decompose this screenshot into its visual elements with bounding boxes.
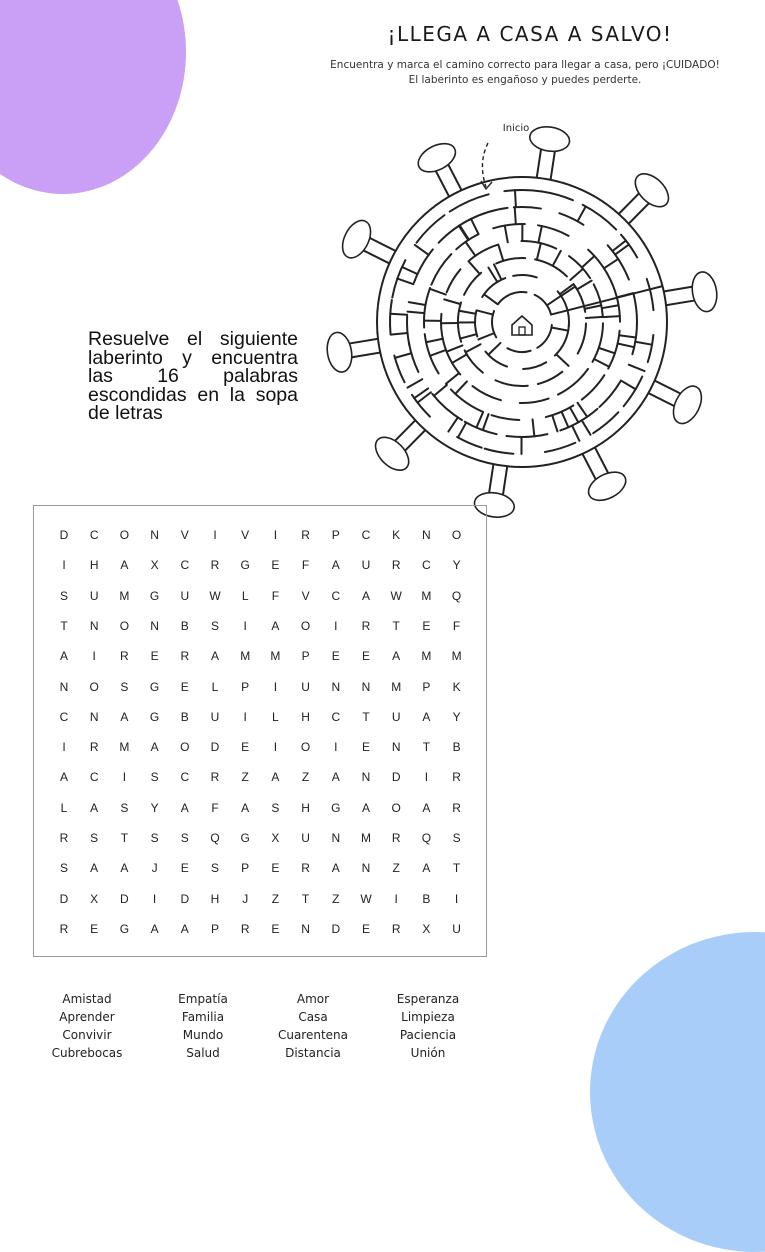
grid-letter[interactable]: L [235, 589, 255, 603]
grid-letter[interactable]: S [114, 680, 134, 694]
grid-letter[interactable]: R [386, 558, 406, 572]
grid-letter[interactable]: C [326, 589, 346, 603]
grid-letter[interactable]: A [114, 558, 134, 572]
grid-letter[interactable]: D [175, 892, 195, 906]
grid-letter[interactable]: O [114, 619, 134, 633]
grid-letter[interactable]: Q [447, 589, 467, 603]
maze-wall [515, 207, 516, 224]
grid-letter[interactable]: B [175, 619, 195, 633]
grid-letter[interactable]: U [356, 558, 376, 572]
grid-letter[interactable]: P [416, 680, 436, 694]
grid-letter[interactable]: E [356, 740, 376, 754]
subtitle-line-1: Encuentra y marca el camino correcto para llegar a casa, pero ¡CUIDADO! [320, 58, 730, 73]
grid-letter[interactable]: W [386, 589, 406, 603]
grid-letter[interactable]: R [386, 922, 406, 936]
word-list-item: Cuarentena [258, 1026, 368, 1044]
grid-letter[interactable]: R [114, 649, 134, 663]
grid-letter[interactable]: Y [447, 558, 467, 572]
grid-letter[interactable]: D [205, 740, 225, 754]
grid-letter[interactable]: A [205, 649, 225, 663]
grid-letter[interactable]: U [386, 710, 406, 724]
grid-letter[interactable]: M [356, 831, 376, 845]
grid-letter[interactable]: Q [205, 831, 225, 845]
page-title: ¡LLEGA A CASA A SALVO! [330, 22, 730, 46]
grid-letter[interactable]: S [205, 861, 225, 875]
grid-letter[interactable]: M [114, 740, 134, 754]
grid-letter[interactable]: L [265, 710, 285, 724]
grid-letter[interactable]: I [84, 649, 104, 663]
grid-letter[interactable]: I [54, 740, 74, 754]
word-list-item: Unión [373, 1044, 483, 1062]
grid-letter[interactable]: I [205, 528, 225, 542]
grid-letter[interactable]: R [447, 770, 467, 784]
grid-letter[interactable]: A [114, 710, 134, 724]
grid-letter[interactable]: E [265, 861, 285, 875]
word-list-item: Esperanza [373, 990, 483, 1008]
grid-letter[interactable]: R [386, 831, 406, 845]
grid-letter[interactable]: I [114, 770, 134, 784]
grid-letter[interactable]: P [235, 861, 255, 875]
word-list-item: Casa [258, 1008, 368, 1026]
grid-letter[interactable]: T [296, 892, 316, 906]
grid-letter[interactable]: A [326, 770, 346, 784]
word-list-item: Distancia [258, 1044, 368, 1062]
grid-letter[interactable]: X [416, 922, 436, 936]
word-list-item: Convivir [32, 1026, 142, 1044]
grid-letter[interactable]: U [175, 589, 195, 603]
grid-letter[interactable]: D [386, 770, 406, 784]
grid-letter[interactable]: X [265, 831, 285, 845]
word-list-column [373, 990, 483, 1062]
grid-letter[interactable]: H [84, 558, 104, 572]
word-list-item: Empatía [148, 990, 258, 1008]
grid-letter[interactable]: E [326, 649, 346, 663]
grid-letter[interactable]: U [205, 710, 225, 724]
grid-letter[interactable]: R [175, 649, 195, 663]
maze-wall [603, 316, 620, 317]
grid-letter[interactable]: E [356, 922, 376, 936]
grid-letter[interactable]: I [265, 740, 285, 754]
grid-letter[interactable]: N [356, 861, 376, 875]
grid-letter[interactable]: A [326, 558, 346, 572]
grid-letter[interactable]: O [447, 528, 467, 542]
grid-letter[interactable]: D [54, 528, 74, 542]
grid-letter[interactable]: C [84, 528, 104, 542]
grid-letter[interactable]: H [205, 892, 225, 906]
grid-letter[interactable]: Z [296, 770, 316, 784]
grid-letter[interactable]: M [265, 649, 285, 663]
grid-letter[interactable]: M [416, 649, 436, 663]
grid-letter[interactable]: Z [386, 861, 406, 875]
grid-letter[interactable]: C [175, 558, 195, 572]
grid-letter[interactable]: F [205, 801, 225, 815]
grid-letter[interactable]: K [447, 680, 467, 694]
grid-letter[interactable]: F [265, 589, 285, 603]
grid-letter[interactable]: Z [235, 770, 255, 784]
grid-letter[interactable]: I [265, 680, 285, 694]
grid-letter[interactable]: A [265, 770, 285, 784]
grid-letter[interactable]: J [235, 892, 255, 906]
grid-letter[interactable]: T [54, 619, 74, 633]
grid-letter[interactable]: G [145, 589, 165, 603]
grid-letter[interactable]: S [54, 589, 74, 603]
word-list-item: Paciencia [373, 1026, 483, 1044]
grid-letter[interactable]: M [235, 649, 255, 663]
grid-letter[interactable]: M [447, 649, 467, 663]
grid-letter[interactable]: I [54, 558, 74, 572]
grid-letter[interactable]: A [416, 801, 436, 815]
grid-letter[interactable]: T [416, 740, 436, 754]
grid-letter[interactable]: B [447, 740, 467, 754]
grid-letter[interactable]: Y [145, 801, 165, 815]
grid-letter[interactable]: I [326, 740, 346, 754]
grid-letter[interactable]: I [447, 892, 467, 906]
grid-letter[interactable]: S [265, 801, 285, 815]
grid-letter[interactable]: J [145, 861, 165, 875]
grid-letter[interactable]: N [84, 710, 104, 724]
grid-letter[interactable]: E [265, 922, 285, 936]
grid-letter[interactable]: V [235, 528, 255, 542]
grid-letter[interactable]: E [175, 680, 195, 694]
grid-letter[interactable]: W [356, 892, 376, 906]
grid-letter[interactable]: N [326, 831, 346, 845]
maze-graphic [316, 115, 728, 530]
grid-letter[interactable]: U [296, 831, 316, 845]
grid-letter[interactable]: I [416, 770, 436, 784]
decorative-blue-circle [590, 932, 765, 1252]
word-list-item: Amor [258, 990, 368, 1008]
grid-letter[interactable]: G [326, 801, 346, 815]
word-list-item: Mundo [148, 1026, 258, 1044]
grid-letter[interactable]: X [145, 558, 165, 572]
word-list-item: Salud [148, 1044, 258, 1062]
grid-letter[interactable]: B [416, 892, 436, 906]
grid-letter[interactable]: I [386, 892, 406, 906]
grid-letter[interactable]: S [54, 861, 74, 875]
word-list-item: Aprender [32, 1008, 142, 1026]
grid-letter[interactable]: O [84, 680, 104, 694]
grid-letter[interactable]: D [326, 922, 346, 936]
grid-letter[interactable]: N [145, 619, 165, 633]
grid-letter[interactable]: R [356, 619, 376, 633]
grid-letter[interactable]: N [356, 770, 376, 784]
grid-letter[interactable]: Z [265, 892, 285, 906]
grid-letter[interactable]: S [84, 831, 104, 845]
grid-letter[interactable]: T [356, 710, 376, 724]
grid-letter[interactable]: C [175, 770, 195, 784]
grid-letter[interactable]: S [447, 831, 467, 845]
subtitle-line-2: El laberinto es engañoso y puedes perderte. [320, 73, 730, 88]
word-list-column [148, 990, 258, 1062]
grid-letter[interactable]: A [175, 922, 195, 936]
grid-letter[interactable]: M [114, 589, 134, 603]
grid-letter[interactable]: O [296, 740, 316, 754]
grid-letter[interactable]: B [175, 710, 195, 724]
grid-letter[interactable]: C [326, 710, 346, 724]
grid-letter[interactable]: G [114, 922, 134, 936]
grid-letter[interactable]: A [145, 740, 165, 754]
grid-letter[interactable]: G [145, 680, 165, 694]
grid-letter[interactable]: I [235, 619, 255, 633]
grid-letter[interactable]: F [447, 619, 467, 633]
grid-letter[interactable]: I [265, 528, 285, 542]
grid-letter[interactable]: N [326, 680, 346, 694]
grid-letter[interactable]: X [84, 892, 104, 906]
grid-letter[interactable]: U [84, 589, 104, 603]
maze-wall [515, 190, 516, 207]
grid-letter[interactable]: A [114, 861, 134, 875]
grid-letter[interactable]: S [205, 619, 225, 633]
grid-letter[interactable]: L [54, 801, 74, 815]
grid-letter[interactable]: F [296, 558, 316, 572]
grid-letter[interactable]: V [175, 528, 195, 542]
grid-letter[interactable]: A [84, 801, 104, 815]
word-list [40, 990, 480, 1062]
grid-letter[interactable]: R [54, 831, 74, 845]
grid-letter[interactable]: R [205, 558, 225, 572]
grid-letter[interactable]: R [84, 740, 104, 754]
grid-letter[interactable]: S [175, 831, 195, 845]
grid-letter[interactable]: P [296, 649, 316, 663]
instructions-text: Resuelve el siguiente laberinto y encuentra las 16 palabras escondidas en la sopa de letras [88, 330, 298, 423]
word-list-item: Familia [148, 1008, 258, 1026]
grid-letter[interactable]: T [114, 831, 134, 845]
grid-letter[interactable]: A [145, 922, 165, 936]
grid-letter[interactable]: S [114, 801, 134, 815]
grid-letter[interactable]: M [386, 680, 406, 694]
word-list-item: Amistad [32, 990, 142, 1008]
grid-letter[interactable]: H [296, 710, 316, 724]
word-list-column [32, 990, 142, 1062]
grid-letter[interactable]: A [356, 589, 376, 603]
grid-letter[interactable]: U [447, 922, 467, 936]
grid-letter[interactable]: A [54, 649, 74, 663]
grid-letter[interactable]: V [296, 589, 316, 603]
grid-letter[interactable]: I [235, 710, 255, 724]
grid-letter[interactable]: A [265, 619, 285, 633]
grid-letter[interactable]: A [84, 861, 104, 875]
grid-letter[interactable]: C [54, 710, 74, 724]
grid-letter[interactable]: Y [447, 710, 467, 724]
grid-letter[interactable]: S [145, 770, 165, 784]
grid-letter[interactable]: E [416, 619, 436, 633]
grid-letter[interactable]: E [235, 740, 255, 754]
word-list-column [258, 990, 368, 1062]
word-list-item: Cubrebocas [32, 1044, 142, 1062]
grid-letter[interactable]: H [296, 801, 316, 815]
grid-letter[interactable]: N [386, 740, 406, 754]
grid-letter[interactable]: G [235, 558, 255, 572]
grid-letter[interactable]: W [205, 589, 225, 603]
grid-letter[interactable]: I [145, 892, 165, 906]
grid-letter[interactable]: N [416, 528, 436, 542]
grid-letter[interactable]: T [447, 861, 467, 875]
grid-letter[interactable]: T [386, 619, 406, 633]
grid-letter[interactable]: E [265, 558, 285, 572]
grid-letter[interactable]: O [296, 619, 316, 633]
grid-letter[interactable]: R [296, 861, 316, 875]
grid-letter[interactable]: R [296, 528, 316, 542]
grid-letter[interactable]: R [205, 770, 225, 784]
grid-letter[interactable]: O [175, 740, 195, 754]
grid-letter[interactable]: N [356, 680, 376, 694]
grid-letter[interactable]: U [296, 680, 316, 694]
grid-letter[interactable]: E [145, 649, 165, 663]
grid-letter[interactable]: A [356, 801, 376, 815]
grid-letter[interactable]: O [114, 528, 134, 542]
grid-letter[interactable]: N [145, 528, 165, 542]
grid-letter[interactable]: P [326, 528, 346, 542]
grid-letter[interactable]: D [54, 892, 74, 906]
grid-letter[interactable]: A [54, 770, 74, 784]
page-subtitle [320, 58, 730, 88]
grid-letter[interactable]: A [386, 649, 406, 663]
virus-maze [316, 115, 728, 530]
grid-letter[interactable]: K [386, 528, 406, 542]
word-list-item: Limpieza [373, 1008, 483, 1026]
grid-letter[interactable]: C [416, 558, 436, 572]
grid-letter[interactable]: E [356, 649, 376, 663]
grid-letter[interactable]: A [326, 861, 346, 875]
grid-letter[interactable]: M [416, 589, 436, 603]
grid-letter[interactable]: Z [326, 892, 346, 906]
grid-letter[interactable]: N [84, 619, 104, 633]
grid-letter[interactable]: R [54, 922, 74, 936]
grid-letter[interactable]: G [145, 710, 165, 724]
decorative-purple-circle [0, 0, 186, 194]
grid-letter[interactable]: A [235, 801, 255, 815]
maze-wall [586, 317, 603, 318]
grid-letter[interactable]: N [296, 922, 316, 936]
grid-letter[interactable]: A [175, 801, 195, 815]
word-search-grid [33, 505, 487, 957]
maze-wall [390, 314, 407, 315]
grid-letter[interactable]: L [205, 680, 225, 694]
grid-letter[interactable]: C [356, 528, 376, 542]
grid-letter[interactable]: E [175, 861, 195, 875]
grid-letter[interactable]: O [386, 801, 406, 815]
grid-letter[interactable]: S [145, 831, 165, 845]
grid-letter[interactable]: N [54, 680, 74, 694]
grid-letter[interactable]: A [416, 861, 436, 875]
grid-letter[interactable]: R [447, 801, 467, 815]
grid-letter[interactable]: Q [416, 831, 436, 845]
grid-letter[interactable]: D [114, 892, 134, 906]
grid-letter[interactable]: C [84, 770, 104, 784]
grid-letter[interactable]: E [84, 922, 104, 936]
maze-start-label: Inicio [503, 123, 529, 134]
grid-letter[interactable]: A [416, 710, 436, 724]
grid-letter[interactable]: R [235, 922, 255, 936]
grid-letter[interactable]: I [326, 619, 346, 633]
grid-letter[interactable]: P [205, 922, 225, 936]
grid-letter[interactable]: P [235, 680, 255, 694]
grid-letter[interactable]: G [235, 831, 255, 845]
